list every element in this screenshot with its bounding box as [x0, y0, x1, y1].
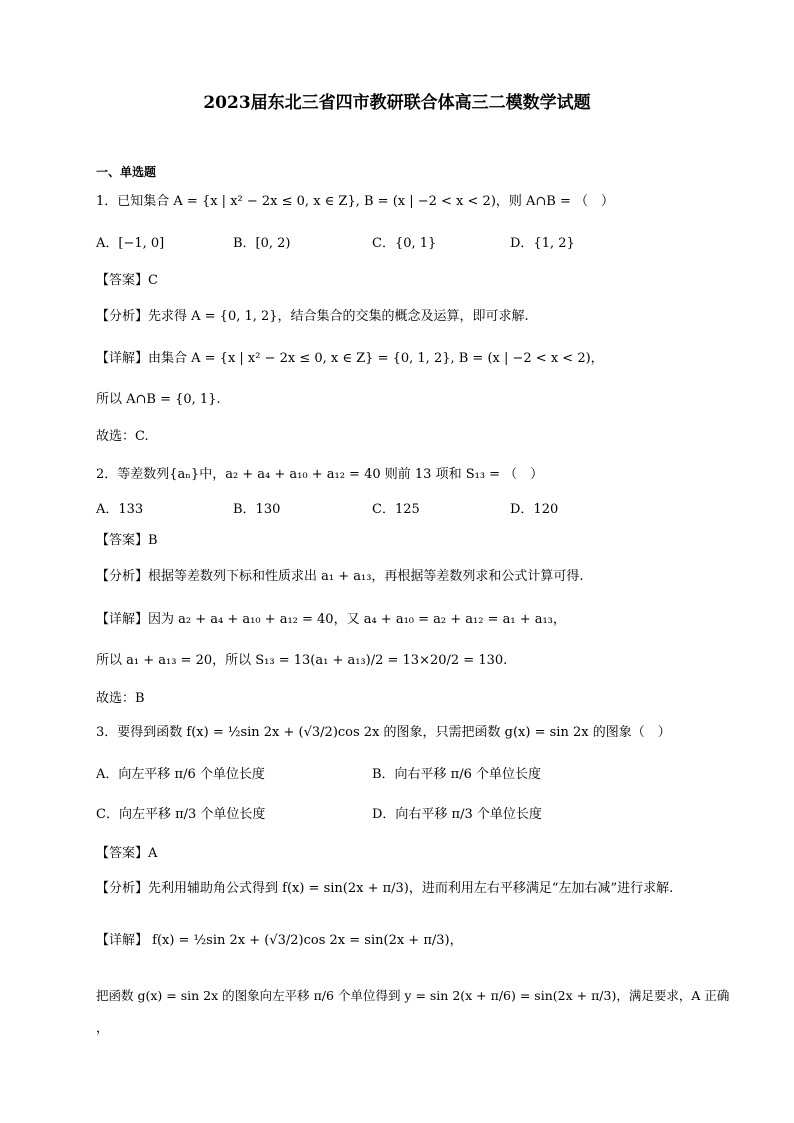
q1-detail: 【详解】由集合 A = {x | x² − 2x ≤ 0, x ∈ Z} = {0, 1, 2}, B = (x | −2 < x < 2)，: [96, 351, 604, 366]
page-title: 2023届东北三省四市教研联合体高三二模数学试题: [203, 93, 591, 113]
q3-option-c: C．向左平移 π/3 个单位长度: [96, 807, 266, 822]
q3-detail: 【详解】 f(x) = ½sin 2x + (√3/2)cos 2x = sin(2x + π/3)，: [96, 933, 463, 948]
q1-option-b: B．[0, 2): [233, 236, 291, 251]
q2-option-c: C．125: [372, 502, 420, 517]
q2-option-a: A．133: [96, 502, 144, 517]
q3-detail-line3: ，: [96, 1021, 110, 1036]
q1-detail-line2: 所以 A∩B = {0, 1}.: [96, 392, 221, 407]
question-3-stem: 3．要得到函数 f(x) = ½sin 2x + (√3/2)cos 2x 的图象，只需把函数 g(x) = sin 2x 的图象（ ）: [96, 725, 671, 740]
q2-option-d: D．120: [510, 502, 559, 517]
q2-analysis: 【分析】根据等差数列下标和性质求出 a₁ + a₁₃，再根据等差数列求和公式计算可得.: [96, 569, 584, 584]
q1-option-c: C．{0, 1}: [372, 236, 437, 251]
q1-choice: 故选：C.: [96, 429, 149, 444]
q2-choice: 故选：B: [96, 691, 145, 706]
q2-option-b: B．130: [233, 502, 281, 517]
q3-option-d: D．向右平移 π/3 个单位长度: [372, 807, 542, 822]
question-1-stem: 1．已知集合 A = {x | x² − 2x ≤ 0, x ∈ Z}, B = (x | −2 < x < 2)，则 A∩B = （ ）: [96, 194, 615, 209]
q3-detail-line2: 把函数 g(x) = sin 2x 的图象向左平移 π/6 个单位得到 y = sin 2(x + π/6) = sin(2x + π/3)，满足要求，A 正确: [96, 988, 730, 1003]
q1-answer: 【答案】C: [96, 273, 158, 288]
q2-answer: 【答案】B: [96, 533, 158, 548]
q1-option-d: D．{1, 2}: [510, 236, 575, 251]
q1-analysis: 【分析】先求得 A = {0, 1, 2}，结合集合的交集的概念及运算，即可求解.: [96, 309, 529, 324]
q3-option-b: B．向右平移 π/6 个单位长度: [372, 767, 542, 782]
question-2-stem: 2．等差数列{aₙ}中，a₂ + a₄ + a₁₀ + a₁₂ = 40 则前 13 项和 S₁₃ = （ ）: [96, 467, 544, 482]
q2-detail: 【详解】因为 a₂ + a₄ + a₁₀ + a₁₂ = 40，又 a₄ + a₁₀ = a₂ + a₁₂ = a₁ + a₁₃，: [96, 612, 566, 627]
q2-detail-line2: 所以 a₁ + a₁₃ = 20，所以 S₁₃ = 13(a₁ + a₁₃)/2 = 13×20/2 = 130.: [96, 653, 508, 668]
q3-option-a: A．向左平移 π/6 个单位长度: [96, 767, 265, 782]
q3-answer: 【答案】A: [96, 846, 158, 861]
section-heading: 一、单选题: [96, 165, 157, 179]
q3-analysis: 【分析】先利用辅助角公式得到 f(x) = sin(2x + π/3)，进而利用左右平移满足“左加右减”进行求解.: [96, 881, 674, 896]
q1-option-a: A．[−1, 0]: [96, 236, 165, 251]
